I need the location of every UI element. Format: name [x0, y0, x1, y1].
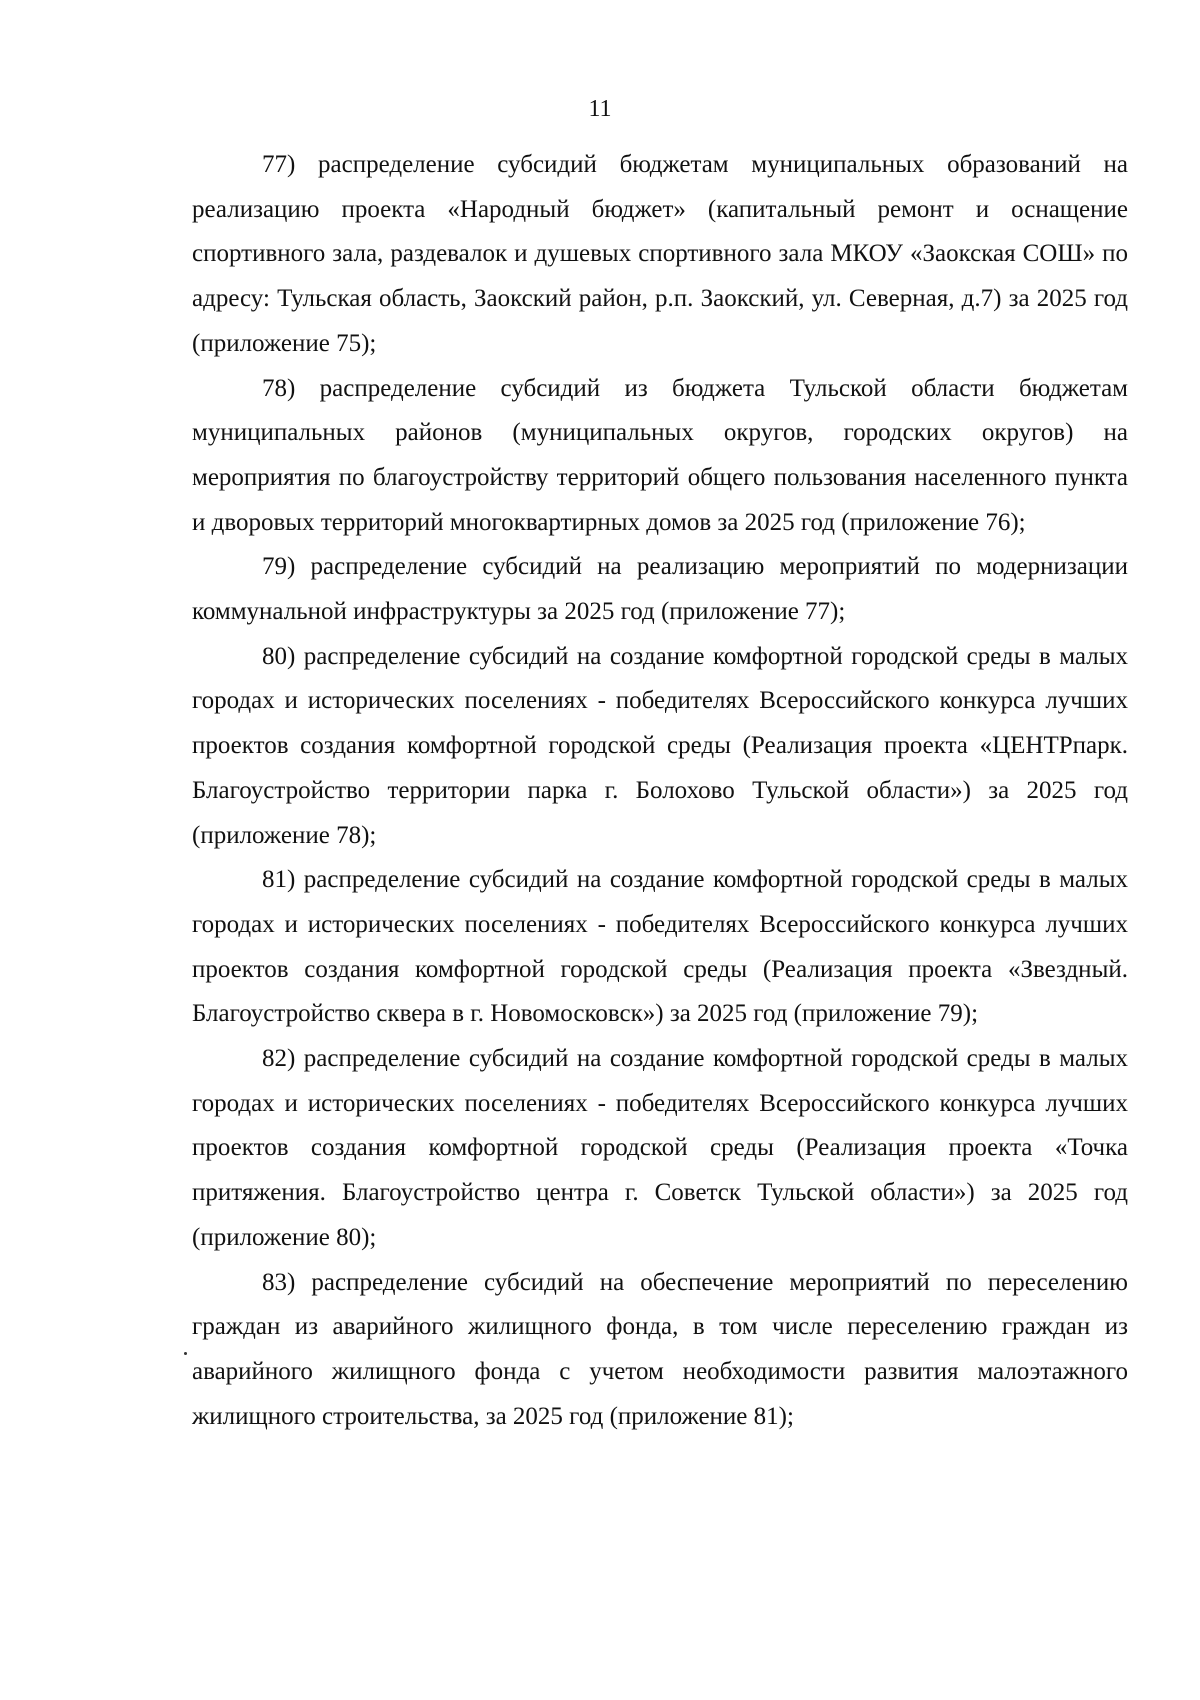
document-body — [192, 143, 1128, 1439]
list-item-78: 78) распределение субсидий из бюджета Тульской области бюджетам муниципальных районов (муниципальных округов, городских округов) на мероприятия по благоустройству территорий общего пользования населенного пункта и дворовых территорий многоквартирных домов за 2025 год (приложение 76); — [192, 374, 1128, 536]
scan-speck — [184, 1352, 187, 1355]
list-item-81: 81) распределение субсидий на создание комфортной городской среды в малых городах и исторических поселениях - победителях Всероссийского конкурса лучших проектов создания комфортной городской среды (Реализация проекта «Звездный. Благоустройство сквера в г. Новомосковск») за 2025 год (приложение 79); — [192, 866, 1128, 1028]
list-item-80: 80) распределение субсидий на создание комфортной городской среды в малых городах и исторических поселениях - победителях Всероссийского конкурса лучших проектов создания комфортной городской среды (Реализация проекта «ЦЕНТРпарк. Благоустройство территории парка г. Болохово Тульской области») за 2025 год (приложение 78); — [192, 642, 1128, 849]
list-item-79: 79) распределение субсидий на реализацию мероприятий по модернизации коммунальной инфраструктуры за 2025 год (приложение 77); — [192, 553, 1128, 626]
list-item-82: 82) распределение субсидий на создание комфортной городской среды в малых городах и исторических поселениях - победителях Всероссийского конкурса лучших проектов создания комфортной городской среды (Реализация проекта «Точка притяжения. Благоустройство центра г. Советск Тульской области») за 2025 год (приложение 80); — [192, 1045, 1128, 1251]
page-number: 11 — [588, 96, 612, 122]
list-item-77: 77) распределение субсидий бюджетам муниципальных образований на реализацию проекта «Народный бюджет» (капитальный ремонт и оснащение спортивного зала, раздевалок и душевых спортивного зала МКОУ «Заокская СОШ» по адресу: Тульская область, Заокский район, р.п. Заокский, ул. Северная, д.7) за 2025 год (приложение 75); — [192, 151, 1128, 357]
list-item-83: 83) распределение субсидий на обеспечение мероприятий по переселению граждан из аварийного жилищного фонда, в том числе переселению граждан из аварийного жилищного фонда с учетом необходимости развития малоэтажного жилищного строительства, за 2025 год (приложение 81); — [192, 1268, 1128, 1430]
